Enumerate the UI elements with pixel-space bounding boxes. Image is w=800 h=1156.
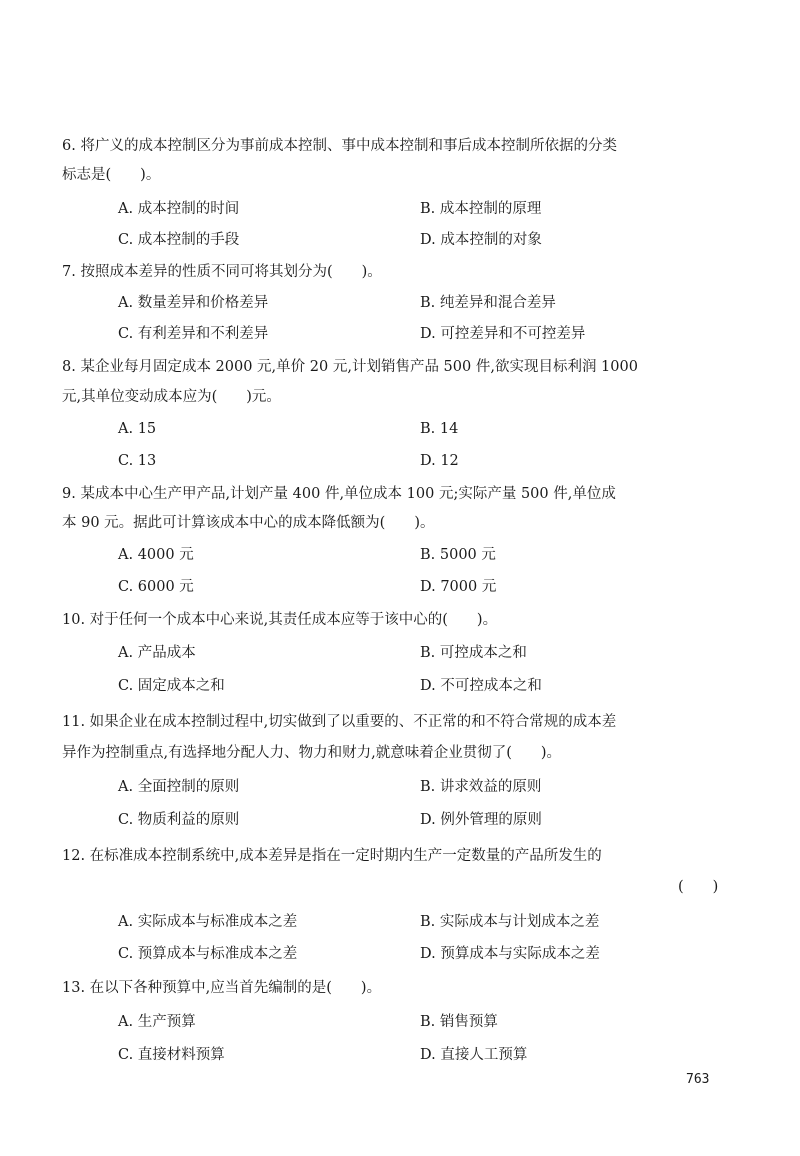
question-10-option-b: B. 可控成本之和 — [420, 645, 527, 661]
question-7-option-c: C. 有利差异和不利差异 — [118, 326, 269, 342]
question-6-option-d: D. 成本控制的对象 — [420, 232, 542, 248]
question-7-option-b: B. 纯差异和混合差异 — [420, 295, 556, 311]
question-9-stem: 9. 某成本中心生产甲产品,计划产量 400 件,单位成本 100 元;实际产量 500 件,单位成 — [62, 486, 616, 502]
question-8-option-c: C. 13 — [118, 453, 157, 469]
page-number: 763 — [686, 1072, 710, 1087]
question-7-option-d: D. 可控差异和不可控差异 — [420, 326, 586, 342]
question-12-option-a: A. 实际成本与标准成本之差 — [118, 914, 298, 930]
question-12-stem: 12. 在标准成本控制系统中,成本差异是指在一定时期内生产一定数量的产品所发生的 — [62, 848, 602, 864]
question-13-option-c: C. 直接材料预算 — [118, 1047, 225, 1063]
question-6-option-b: B. 成本控制的原理 — [420, 201, 542, 217]
question-10-option-d: D. 不可控成本之和 — [420, 678, 542, 694]
question-12-option-d: D. 预算成本与实际成本之差 — [420, 946, 600, 962]
question-8-stem-cont: 元,其单位变动成本应为( )元。 — [62, 389, 281, 405]
question-13-stem: 13. 在以下各种预算中,应当首先编制的是( )。 — [62, 980, 382, 996]
question-6-option-c: C. 成本控制的手段 — [118, 232, 240, 248]
question-10-option-c: C. 固定成本之和 — [118, 678, 225, 694]
question-13-option-a: A. 生产预算 — [118, 1014, 196, 1030]
question-7-option-a: A. 数量差异和价格差异 — [118, 295, 269, 311]
question-13-option-b: B. 销售预算 — [420, 1014, 498, 1030]
question-13-option-d: D. 直接人工预算 — [420, 1047, 528, 1063]
question-7-stem: 7. 按照成本差异的性质不同可将其划分为( )。 — [62, 264, 382, 280]
question-11-option-c: C. 物质利益的原则 — [118, 812, 240, 828]
question-11-stem-cont: 异作为控制重点,有选择地分配人力、物力和财力,就意味着企业贯彻了( )。 — [62, 745, 562, 761]
question-9-option-c: C. 6000 元 — [118, 579, 194, 595]
question-9-stem-cont: 本 90 元。据此可计算该成本中心的成本降低额为( )。 — [62, 515, 435, 531]
question-12-answer-blank: ( ) — [678, 879, 719, 895]
question-11-option-a: A. 全面控制的原则 — [118, 779, 240, 795]
question-12-option-c: C. 预算成本与标准成本之差 — [118, 946, 298, 962]
question-6-stem: 6. 将广义的成本控制区分为事前成本控制、事中成本控制和事后成本控制所依据的分类 — [62, 138, 617, 154]
question-8-option-d: D. 12 — [420, 453, 459, 469]
question-11-option-d: D. 例外管理的原则 — [420, 812, 542, 828]
question-8-stem: 8. 某企业每月固定成本 2000 元,单价 20 元,计划销售产品 500 件,欲实现目标利润 1000 — [62, 359, 638, 375]
question-11-stem: 11. 如果企业在成本控制过程中,切实做到了以重要的、不正常的和不符合常规的成本差 — [62, 714, 617, 730]
question-11-option-b: B. 讲求效益的原则 — [420, 779, 542, 795]
question-6-option-a: A. 成本控制的时间 — [118, 201, 240, 217]
question-9-option-a: A. 4000 元 — [118, 547, 194, 563]
question-9-option-d: D. 7000 元 — [420, 579, 497, 595]
question-8-option-b: B. 14 — [420, 421, 459, 437]
question-9-option-b: B. 5000 元 — [420, 547, 496, 563]
question-12-option-b: B. 实际成本与计划成本之差 — [420, 914, 600, 930]
question-8-option-a: A. 15 — [118, 421, 157, 437]
question-10-stem: 10. 对于任何一个成本中心来说,其责任成本应等于该中心的( )。 — [62, 612, 498, 628]
question-10-option-a: A. 产品成本 — [118, 645, 196, 661]
question-6-stem-cont: 标志是( )。 — [62, 167, 161, 183]
